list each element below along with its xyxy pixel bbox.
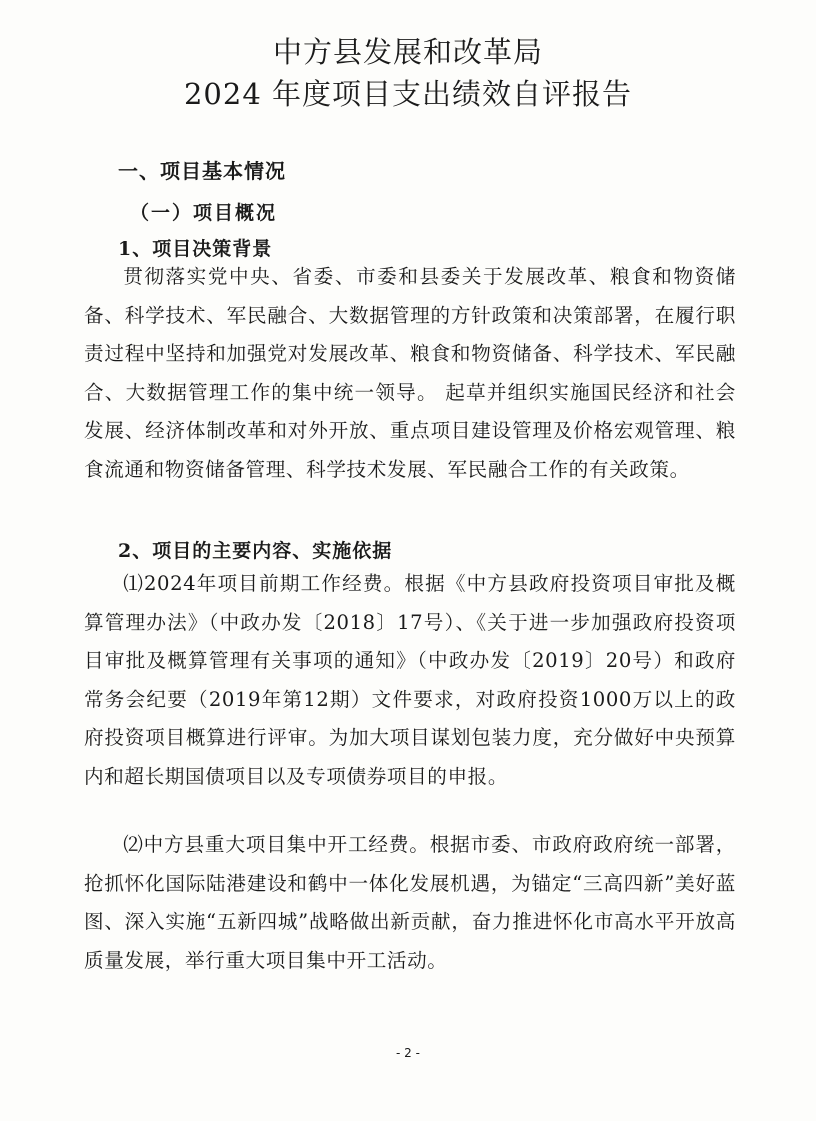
section-heading-basic-info: 一、项目基本情况 bbox=[118, 159, 286, 183]
paragraph-decision-background: 贯彻落实党中央、省委、市委和县委关于发展改革、粮食和物资储备、科学技术、军民融合、大数据管理的方针政策和决策部署，在履行职责过程中坚持和加强党对发展改革、粮食和物资储备、科学技术、军民融合、大数据管理工作的集中统一领导。 起草并组织实施国民经济和社会发展、经济体制改革和对外开放、重点项目建设管理及价格宏观管理、粮食流通和物资储备管理、科学技术发展、军民融合工作的有关政策。 bbox=[84, 265, 736, 481]
document-title-line1: 中方县发展和改革局 bbox=[272, 35, 543, 69]
paragraph-preliminary-work-funds: ⑴2024年项目前期工作经费。根据《中方县政府投资项目审批及概算管理办法》（中政办发〔2018〕17号）、《关于进一步加强政府投资项目审批及概算管理有关事项的通知》（中政办发〔2019〕20号）和政府常务会纪要（2019年第12期）文件要求，对政府投资1000万以上的政府投资项目概算进行评审。为加大项目谋划包装力度，充分做好中央预算内和超长期国债项目以及专项债券项目的申报。 bbox=[84, 572, 736, 788]
item-heading-decision-background: 1、项目决策背景 bbox=[118, 238, 273, 260]
subsection-heading-overview: （一）项目概况 bbox=[130, 202, 278, 224]
page-number: - 2 - bbox=[396, 1046, 420, 1060]
item-heading-main-content: 2、项目的主要内容、实施依据 bbox=[118, 540, 393, 562]
paragraph-major-project-funds: ⑵中方县重大项目集中开工经费。根据市委、市政府政府统一部署，抢抓怀化国际陆港建设和鹤中一体化发展机遇，为锚定“三高四新”美好蓝图、深入实施“五新四城”战略做出新贡献，奋力推进怀化市高水平开放高质量发展，举行重大项目集中开工活动。 bbox=[84, 833, 736, 972]
document-title-line2: 2024 年度项目支出绩效自评报告 bbox=[183, 77, 633, 111]
